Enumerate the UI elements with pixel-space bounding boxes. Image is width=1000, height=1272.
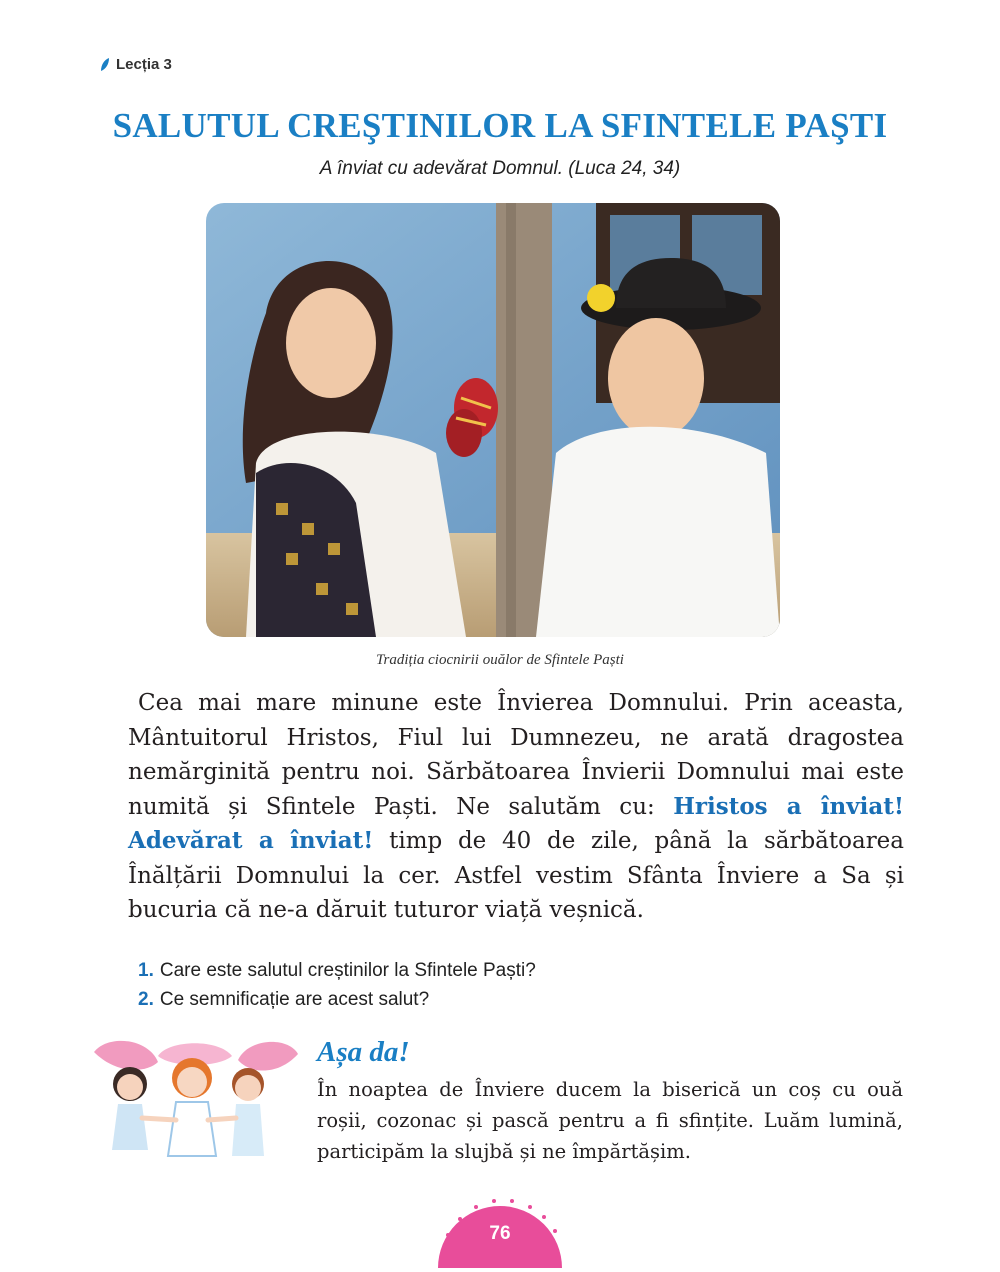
question-text: Care este salutul creștinilor la Sfintele Paști? xyxy=(159,960,536,981)
body-text-part2: timp de 40 de zile, până la sărbătoarea Înălțării Domnului la cer. Astfel vestim Sfânta Înviere a Sa și bucuria că ne-a dăruit tuturor viață veșnică. xyxy=(128,828,905,923)
photo-caption: Tradiția ciocnirii ouălor de Sfintele Paști xyxy=(376,652,624,668)
bible-quote: A înviat cu adevărat Domnul. (Luca 24, 34) xyxy=(319,158,681,179)
page-title: SALUTUL CREŞTINILOR LA SFINTELE PAŞTI xyxy=(112,106,888,145)
leaf-icon xyxy=(100,57,110,72)
question-item xyxy=(138,956,536,985)
angels-illustration xyxy=(88,1032,302,1168)
lesson-label-text: Lecția 3 xyxy=(116,56,172,73)
easter-greeting: Hristos a înviat! Adevărat a înviat! xyxy=(128,792,904,854)
yes-section-title: Așa da! xyxy=(317,1036,410,1068)
question-number: 1. xyxy=(138,960,154,981)
question-list xyxy=(138,956,536,1014)
body-text-part1: Cea mai mare minune este Învierea Domnului. Prin aceasta, Mântuitorul Hristos, Fiul lui Dumnezeu, ne arată dragostea nemărginită pentru noi. Sărbătoarea Învierii Domnului mai este numită și Sfintele Paști. Ne salutăm cu: xyxy=(128,690,904,820)
lesson-body xyxy=(128,686,904,928)
question-number: 2. xyxy=(138,989,154,1010)
question-item xyxy=(138,985,536,1014)
page-number: 76 xyxy=(489,1223,511,1244)
page-number-badge xyxy=(430,1195,570,1268)
question-text: Ce semnificație are acest salut? xyxy=(159,989,430,1010)
yes-section-text: În noaptea de Înviere ducem la biserică un coș cu ouă roșii, cozonac și pască pentru a fi sfințite. Luăm lumină, participăm la slujbă și ne împărtășim. xyxy=(317,1078,903,1163)
easter-photo xyxy=(206,203,780,637)
lesson-label xyxy=(100,56,172,73)
